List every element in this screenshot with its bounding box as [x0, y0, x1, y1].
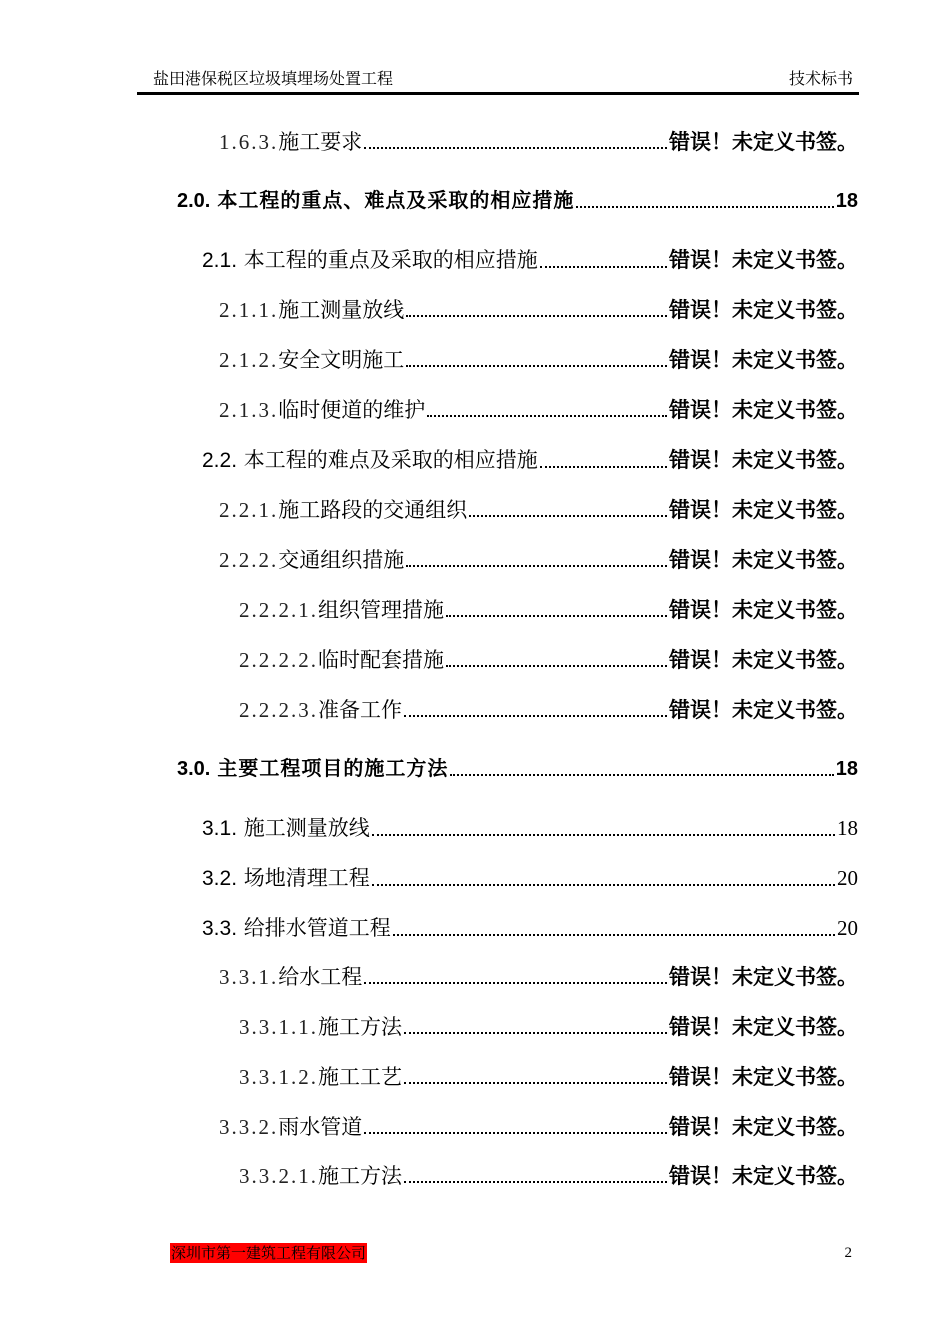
toc-dot-leader: [364, 982, 667, 984]
toc-entry-title: 施工方法: [318, 1015, 402, 1039]
toc-entry-page: 20: [837, 866, 858, 890]
footer-page-number: 2: [844, 1245, 852, 1261]
toc-dot-leader: [372, 884, 835, 886]
toc-dot-leader: [372, 834, 835, 836]
toc-entry-page: 20: [837, 916, 858, 940]
toc-entry[interactable]: [219, 1113, 858, 1141]
toc-entry-title: 本工程的难点及采取的相应措施: [243, 448, 538, 472]
toc-entry-title: 施工路段的交通组织: [278, 498, 468, 522]
toc-entry[interactable]: [239, 646, 858, 674]
toc-entry[interactable]: [239, 1013, 858, 1041]
toc-entry-title: 交通组织措施: [278, 548, 405, 572]
toc-dot-leader: [406, 565, 667, 567]
toc-entry-title: 施工方法: [318, 1164, 402, 1188]
toc-entry-title: 主要工程项目的施工方法: [217, 756, 449, 780]
toc-entry-number: 2.1.3.: [219, 398, 279, 422]
toc-entry-page: 错误！未定义书签。: [669, 130, 858, 154]
toc-entry-number: 2.1.: [202, 249, 238, 272]
toc-entry-number: 3.0.: [177, 758, 211, 780]
toc-entry-title: 场地清理工程: [243, 866, 370, 890]
toc-dot-leader: [446, 615, 667, 617]
toc-entry-page: 错误！未定义书签。: [669, 448, 858, 472]
toc-entry-number: 2.2.2.2.: [239, 648, 318, 672]
toc-entry-title: 施工测量放线: [278, 298, 405, 322]
toc-entry-page: 18: [835, 190, 858, 212]
toc-entry-page: 错误！未定义书签。: [669, 965, 858, 989]
toc-dot-leader: [393, 934, 835, 936]
toc-dot-leader: [404, 1082, 667, 1084]
toc-entry-page: 错误！未定义书签。: [669, 1115, 858, 1139]
toc-dot-leader: [540, 466, 667, 468]
toc-entry[interactable]: [219, 496, 858, 524]
toc-dot-leader: [364, 147, 667, 149]
toc-entry-number: 2.2.1.: [219, 498, 279, 522]
toc-dot-leader: [404, 1032, 667, 1034]
toc-entry-number: 2.2.: [202, 449, 238, 472]
toc-entry[interactable]: [177, 186, 858, 215]
toc-entry-title: 施工工艺: [318, 1065, 402, 1089]
toc-entry-number: 3.3.2.1.: [239, 1164, 318, 1188]
toc-entry-title: 临时便道的维护: [278, 398, 426, 422]
toc-entry-page: 错误！未定义书签。: [669, 548, 858, 572]
toc-entry-page: 错误！未定义书签。: [669, 348, 858, 372]
header-document-type: 技术标书: [788, 69, 853, 88]
toc-entry-title: 给水工程: [278, 965, 363, 989]
header-project-title: 盐田港保税区垃圾填埋场处置工程: [153, 69, 394, 88]
toc-dot-leader: [406, 365, 667, 367]
toc-entry-page: 错误！未定义书签。: [669, 248, 858, 272]
toc-entry-number: 2.0.: [177, 190, 211, 212]
toc-entry-page: 18: [837, 816, 858, 840]
toc-entry-page: 错误！未定义书签。: [669, 298, 858, 322]
toc-entry[interactable]: [202, 864, 858, 893]
toc-entry-page: 错误！未定义书签。: [669, 498, 858, 522]
toc-entry[interactable]: [239, 1162, 858, 1190]
toc-entry-page: 18: [835, 758, 858, 780]
toc-entry[interactable]: [239, 696, 858, 724]
toc-entry-title: 给排水管道工程: [243, 916, 391, 940]
toc-entry-title: 雨水管道: [278, 1115, 363, 1139]
toc-entry-number: 2.1.1.: [219, 298, 279, 322]
toc-entry[interactable]: [202, 814, 858, 843]
toc-entry-title: 安全文明施工: [278, 348, 405, 372]
toc-entry-page: 错误！未定义书签。: [669, 1065, 858, 1089]
toc-entry-page: 错误！未定义书签。: [669, 698, 858, 722]
toc-entry-title: 组织管理措施: [318, 598, 444, 622]
toc-entry-title: 本工程的重点及采取的相应措施: [243, 248, 538, 272]
toc-entry-number: 2.1.2.: [219, 348, 279, 372]
toc-entry-number: 1.6.3.: [219, 130, 279, 154]
toc-dot-leader: [404, 1181, 667, 1183]
toc-entry[interactable]: [219, 396, 858, 424]
toc-entry-number: 2.2.2.1.: [239, 598, 318, 622]
toc-entry-number: 3.3.1.2.: [239, 1065, 318, 1089]
page-header: [137, 62, 859, 94]
toc-entry-title: 本工程的重点、难点及采取的相应措施: [217, 188, 575, 212]
toc-entry[interactable]: [202, 246, 858, 275]
toc-entry-page: 错误！未定义书签。: [669, 1164, 858, 1188]
toc-dot-leader: [450, 774, 833, 776]
toc-entry-number: 3.3.: [202, 917, 238, 940]
toc-entry-number: 3.2.: [202, 867, 238, 890]
toc-dot-leader: [406, 315, 667, 317]
toc-entry[interactable]: [219, 963, 858, 991]
toc-entry[interactable]: [219, 546, 858, 574]
toc-dot-leader: [364, 1132, 667, 1134]
toc-entry-number: 3.3.1.: [219, 965, 279, 989]
toc-entry-page: 错误！未定义书签。: [669, 398, 858, 422]
toc-entry-number: 2.2.2.: [219, 548, 279, 572]
toc-entry-number: 3.3.2.: [219, 1115, 279, 1139]
toc-entry[interactable]: [202, 446, 858, 475]
toc-dot-leader: [446, 665, 667, 667]
toc-entry-page: 错误！未定义书签。: [669, 598, 858, 622]
toc-dot-leader: [404, 715, 667, 717]
toc-entry-number: 2.2.2.3.: [239, 698, 318, 722]
header-divider: [137, 92, 859, 95]
toc-entry-number: 3.3.1.1.: [239, 1015, 318, 1039]
toc-dot-leader: [576, 206, 833, 208]
toc-dot-leader: [427, 415, 667, 417]
toc-entry[interactable]: [239, 1063, 858, 1091]
toc-entry[interactable]: [177, 754, 858, 783]
toc-dot-leader: [540, 266, 667, 268]
toc-entry-title: 准备工作: [318, 698, 402, 722]
toc-dot-leader: [469, 515, 667, 517]
footer-company-name: 深圳市第一建筑工程有限公司: [171, 1244, 367, 1262]
toc-entry[interactable]: [219, 296, 858, 324]
toc-entry[interactable]: [239, 596, 858, 624]
toc-entry[interactable]: [219, 128, 858, 156]
toc-entry-page: 错误！未定义书签。: [669, 1015, 858, 1039]
toc-entry[interactable]: [219, 346, 858, 374]
toc-entry-title: 施工要求: [278, 130, 363, 154]
toc-entry-title: 施工测量放线: [243, 816, 370, 840]
toc-entry-page: 错误！未定义书签。: [669, 648, 858, 672]
toc-entry-title: 临时配套措施: [318, 648, 444, 672]
toc-entry-number: 3.1.: [202, 817, 238, 840]
toc-entry[interactable]: [202, 914, 858, 943]
